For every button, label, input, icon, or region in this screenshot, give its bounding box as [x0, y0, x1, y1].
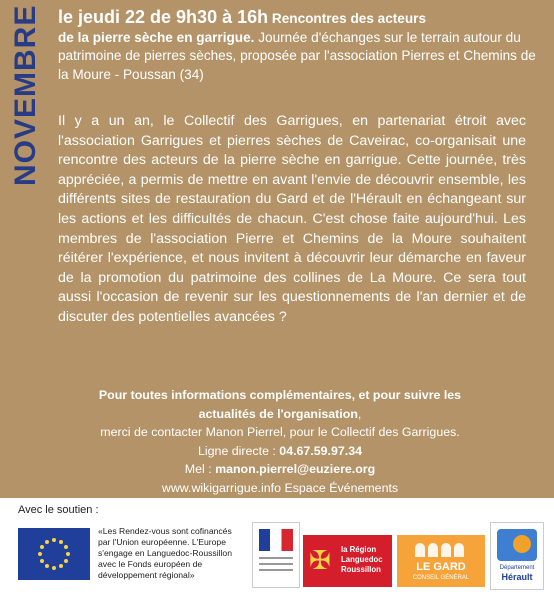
event-description: Journée d'échanges sur le terrain autour du patrimoine de pierres sèches, proposée par l'association Pierres et Chemins de la Moure - Poussan (34): [58, 29, 536, 82]
info-line-3: merci de contacter Manon Pierrel, pour le Collectif des Garrigues.: [100, 425, 460, 439]
eu-stars-icon: [18, 528, 90, 580]
contact-info: [40, 386, 520, 497]
event-body-text: Il y a un an, le Collectif des Garrigues, en partenariat étroit avec l'association Garrigues et pierres sèches de Caveirac, co-organisait une rencontre des acteurs de la pierre sèche en garrigue. Cette journée, très appréciée, a permis de mettre en avant l'envie de découvrir ensemble, les différents sites de restauration du Gard et de l'Hérault en échangeant sur les actions et les difficultés de chacun. C'est chose faite aujourd'hui. Les membres de l'association Pierre et Chemins de la Moure souhaitent réitérer l'expérience, et nous invitent à découvrir leur démarche en faveur de la promotion du patrimoine des collines de La Moure. Ce sera tout aussi l'occasion de revenir sur les questionnements de l'an dernier et de discuter des potentielles avancées ?: [58, 113, 526, 325]
herault-logo: Département Hérault: [490, 522, 544, 590]
info-line-2: actualités de l'organisation,: [198, 406, 362, 421]
event-date: le jeudi 22 de 9h30 à 16h: [58, 7, 269, 27]
mail-link[interactable]: manon.pierrel@euziere.org: [215, 462, 376, 476]
gard-arches-icon: [415, 543, 467, 557]
french-flag-icon: [259, 529, 293, 551]
info-line-1: Pour toutes informations complémentaires, et pour suivre les: [98, 388, 462, 402]
event-title-part1: Rencontres des acteurs: [271, 11, 427, 26]
mail-line: Mel : manon.pierrel@euziere.org: [184, 462, 376, 476]
website-link[interactable]: www.wikigarrigue.info Espace Événements: [161, 480, 399, 495]
herault-sun-icon: [497, 529, 537, 561]
support-label: Avec le soutien :: [18, 504, 99, 516]
gard-logo: LE GARD CONSEIL GÉNÉRAL: [397, 535, 485, 587]
phone-number: 04.67.59.97.34: [279, 443, 362, 458]
region-languedoc-logo: ✠ la Région Languedoc Roussillon: [303, 535, 392, 587]
prefecture-logo: [252, 522, 300, 588]
event-header: [58, 8, 538, 84]
event-title-part2: de la pierre sèche en garrigue.: [58, 29, 255, 45]
eu-cofunding-text: «Les Rendez-vous sont cofinancés par l'Union européenne. L'Europe s'engage en Languedoc-Roussillon avec le Fonds européen de développement régional»: [98, 526, 232, 580]
eu-flag-icon: [18, 528, 90, 580]
occitan-cross-icon: ✠: [309, 546, 331, 576]
event-panel: NOVEMBRE le jeudi 22 de 9h30 à 16h Rencontres des acteurs de la pierre sèche en garrigue. Journée d'échanges sur le terrain autour du patrimoine de pierres sèches, proposée par l'association Pierres et Chemins de la Moure - Poussan (34) Il y a un an, le Collectif des Garrigues, en partenariat étroit avec l'association Garrigues et pierres sèches de Caveirac, co-organisait une rencontre des acteurs de la pierre sèche en garrigue. Cette journée, très appréciée, a permis de mettre en avant l'envie de découvrir ensemble, les différents sites de restauration du Gard et de l'Hérault en échangeant sur les actions et les difficultés de chacun. C'est chose faite aujourd'hui. Les membres de l'association Pierre et Chemins de la Moure souhaitent réitérer l'expérience, et nous invitent à découvrir leur démarche en faveur de la promotion du patrimoine des collines de La Moure. Ce sera tout aussi l'occasion de revenir sur les questionnements de l'an dernier et de discuter des potentielles avancées ? Pour toutes informations complémentaires, et pour suivre les actualités de l'organisation, merci de contacter Manon Pierrel, pour le Collectif des Garrigues. Ligne directe : 04.67.59.97.34 Mel : manon.pierrel@euziere.org www.wikigarrigue.info Espace Événements: [0, 0, 554, 498]
phone-line: Ligne directe : 04.67.59.97.34: [198, 443, 362, 458]
